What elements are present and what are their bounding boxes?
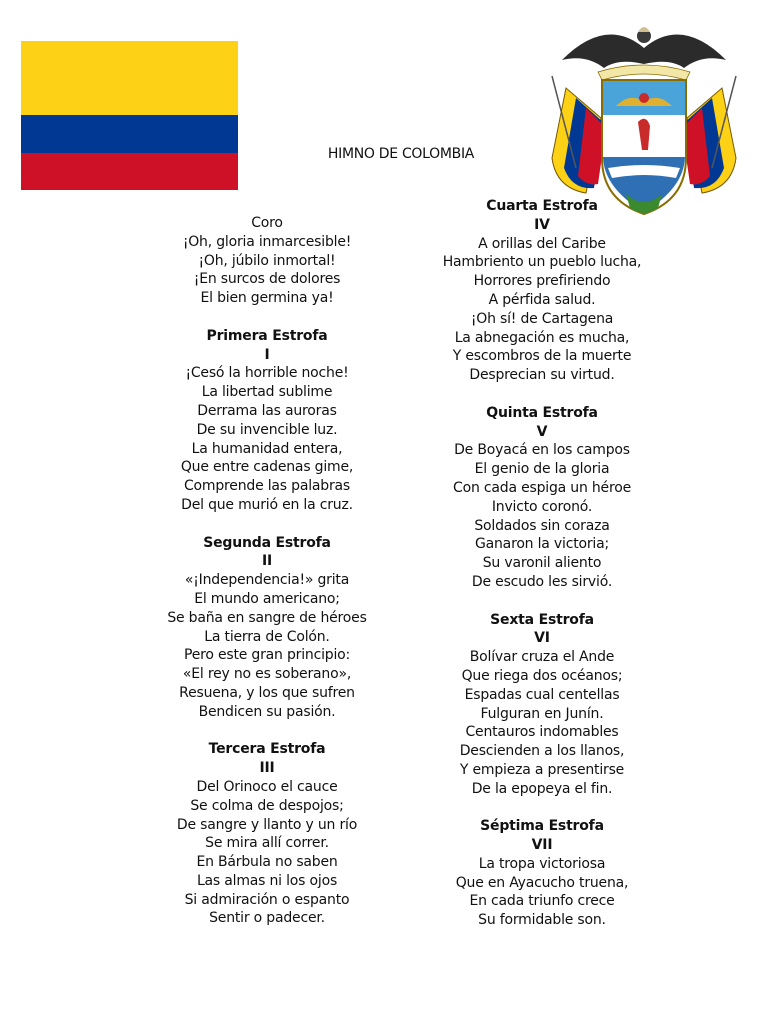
stanza-line: Bendicen su pasión. <box>198 703 336 720</box>
stanza-line: Y empieza a presentirse <box>459 761 625 778</box>
stanza-line: El mundo americano; <box>194 590 340 607</box>
stanza-line: Se mira allí correr. <box>205 835 329 852</box>
stanza-line: Si admiración o espanto <box>184 891 350 908</box>
stanza-heading: Segunda Estrofa <box>203 534 331 551</box>
stanza-line: La humanidad entera, <box>191 440 343 457</box>
stanza-line: Del Orinoco el cauce <box>196 778 338 795</box>
stanza-line: Y escombros de la muerte <box>452 348 632 365</box>
stanza-line: Que en Ayacucho truena, <box>455 874 629 891</box>
stanza-line: Derrama las auroras <box>197 402 337 419</box>
stanza-line: En Bárbula no saben <box>196 854 338 871</box>
stanza-line: Desprecian su virtud. <box>469 367 615 384</box>
stanza-numeral: VII <box>531 837 553 854</box>
stanza-line: De sangre y llanto y un río <box>176 816 358 833</box>
stanza-numeral: I <box>264 346 270 363</box>
stanza-line: De Boyacá en los campos <box>454 442 630 459</box>
stanza-line: Bolívar cruza el Ande <box>469 649 615 666</box>
stanza-heading: Cuarta Estrofa <box>486 198 598 214</box>
colombia-flag-icon <box>21 41 238 190</box>
stanza-heading: Quinta Estrofa <box>486 404 598 421</box>
stanza-line: Con cada espiga un héroe <box>453 479 631 496</box>
stanza-heading: Sexta Estrofa <box>490 611 594 628</box>
stanza-line: Invicto coronó. <box>491 498 593 515</box>
stanza-line: En cada triunfo crece <box>469 893 615 910</box>
stanza-line: «El rey no es soberano», <box>182 666 352 683</box>
stanza-heading: Primera Estrofa <box>206 327 328 344</box>
stanza-line: Horrores prefiriendo <box>473 273 611 290</box>
stanza-numeral: III <box>259 760 275 777</box>
stanza-line: Descienden a los llanos, <box>459 743 625 760</box>
coro-line: ¡En surcos de dolores <box>193 271 341 288</box>
stanza-line: Las almas ni los ojos <box>196 872 338 889</box>
stanza-line: ¡Oh sí! de Cartagena <box>470 310 614 327</box>
stanza-line: De la epopeya el fin. <box>471 780 613 797</box>
stanza-line: ¡Cesó la horrible noche! <box>185 365 349 382</box>
stanza-line: Se colma de despojos; <box>190 797 344 814</box>
coro-line: El bien germina ya! <box>200 290 334 307</box>
page-title: HIMNO DE COLOMBIA <box>327 146 475 162</box>
stanza-line: La tropa victoriosa <box>478 855 606 872</box>
stanza-line: Sentir o padecer. <box>209 910 325 927</box>
stanza-line: A orillas del Caribe <box>478 235 606 252</box>
right-column <box>422 197 662 930</box>
coro-line: ¡Oh, gloria inmarcesible! <box>182 233 352 250</box>
stanza-line: Espadas cual centellas <box>464 686 620 703</box>
stanza-line: Soldados sin coraza <box>474 517 610 534</box>
stanza-heading: Séptima Estrofa <box>480 818 604 835</box>
stanza-line: Hambriento un pueblo lucha, <box>442 254 642 271</box>
stanza-line: Ganaron la victoria; <box>474 536 609 553</box>
coro-line: ¡Oh, júbilo inmortal! <box>198 252 336 269</box>
stanza-numeral: IV <box>534 216 550 233</box>
left-column <box>150 214 384 928</box>
stanza-line: Resuena, y los que sufren <box>179 684 355 701</box>
stanza-numeral: II <box>261 553 273 570</box>
stanza-line: Su varonil aliento <box>482 555 602 572</box>
stanza-line: A pérfida salud. <box>488 291 596 308</box>
stanza-line: Pero este gran principio: <box>183 647 351 664</box>
flag-yellow-band <box>21 41 238 115</box>
stanza-line: «¡Independencia!» grita <box>184 572 350 589</box>
stanza-line: Su formidable son. <box>478 912 606 929</box>
stanza-numeral: VI <box>534 630 550 647</box>
stanza-line: Se baña en sangre de héroes <box>167 609 367 626</box>
stanza-line: Centauros indomables <box>465 724 619 741</box>
stanza-line: Del que murió en la cruz. <box>181 496 353 513</box>
stanza-line: La libertad sublime <box>201 384 333 401</box>
stanza-line: De su invencible luz. <box>196 421 338 438</box>
stanza-line: Comprende las palabras <box>183 478 350 495</box>
stanza-line: De escudo les sirvió. <box>471 573 613 590</box>
stanza-line: La abnegación es mucha, <box>454 329 630 346</box>
colombia-coat-of-arms-icon <box>546 18 742 218</box>
stanza-numeral: V <box>536 423 548 440</box>
stanza-heading: Tercera Estrofa <box>208 741 326 758</box>
stanza-line: Que entre cadenas gime, <box>180 459 354 476</box>
stanza-line: La tierra de Colón. <box>204 628 330 645</box>
coro-heading: Coro <box>251 215 283 231</box>
stanza-line: Fulguran en Junín. <box>480 705 604 722</box>
stanza-line: Que riega dos océanos; <box>461 667 623 684</box>
stanza-line: El genio de la gloria <box>474 461 610 478</box>
